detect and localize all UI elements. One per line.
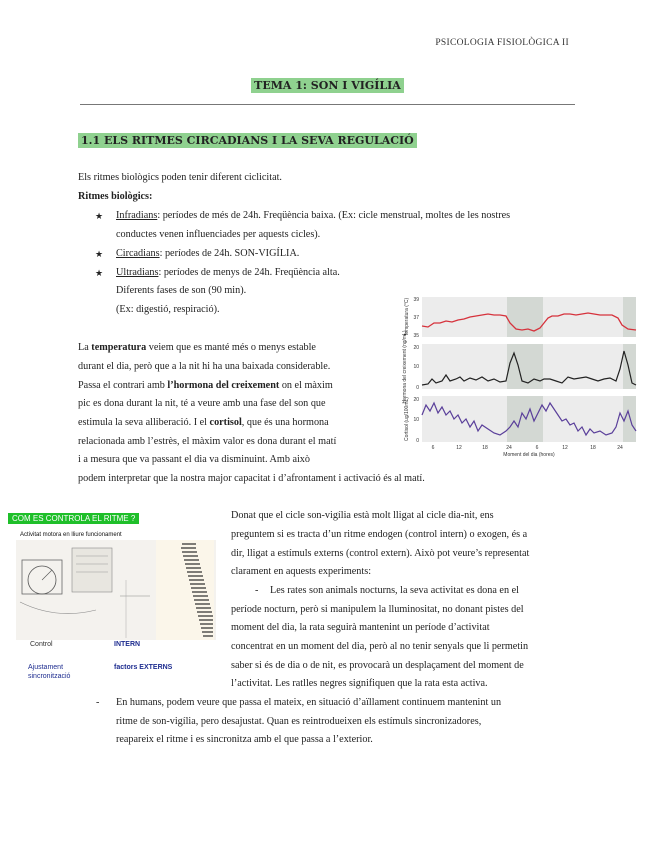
term-circadians: Circadians	[116, 248, 160, 259]
infradians-line2: conductes venen influenciades per aquests cicles).	[116, 229, 321, 240]
temp-tick: 37	[413, 315, 419, 321]
page-title-text: TEMA 1: SON I VIGÍLIA	[251, 78, 404, 93]
infradians-line1: : períodes de més de 24h. Freqüència baixa. (Ex: cicle menstrual, moltes de les nostres	[157, 210, 511, 221]
item1-line6: l’activitat. Les ratlles negres signifiquen que la rata esta activa.	[231, 678, 488, 689]
section-heading	[78, 134, 417, 147]
intro-text: Els ritmes biològics poden tenir diferent ciclicitat.	[78, 172, 282, 183]
x-tick: 6	[431, 445, 435, 451]
star-bullet-icon: ★	[95, 268, 104, 278]
item2-line2: ritme de son-vigília, pero desajustat. Quan es reintrodueixen els estímuls sincronizadores,	[116, 716, 482, 727]
rhythms-heading: Ritmes biològics:	[78, 191, 153, 202]
night-band	[623, 297, 636, 337]
term-hormona: l’hormona del creixement	[167, 380, 280, 391]
para2-line1	[78, 339, 316, 358]
cortisol-tick: 0	[416, 438, 419, 444]
star-bullet-icon: ★	[95, 211, 104, 221]
title-divider	[80, 104, 575, 105]
night-band	[507, 297, 543, 337]
course-header: PSICOLOGIA FISIOLÒGICA II	[435, 38, 569, 48]
para2-l3c: on el màxim	[279, 380, 333, 391]
night-band	[623, 344, 636, 389]
dash-bullet: -	[255, 585, 259, 596]
label-sync: sincronització	[28, 673, 71, 680]
figure-caption: Activitat motora en lliure funcionament	[20, 532, 122, 538]
circadian-chart	[388, 293, 640, 460]
bullet-ultradians	[95, 264, 103, 284]
x-tick: 18	[590, 445, 596, 451]
gh-tick: 20	[413, 345, 419, 351]
label-control: Control	[30, 641, 53, 648]
figure-banner: COM ES CONTROLA EL RITME ?	[8, 513, 139, 524]
para3-line1: Donat que el cicle son-vigília està molt lligat al cicle dia-nit, ens	[231, 510, 494, 521]
ultradians-line2: Diferents fases de son (90 min).	[116, 285, 247, 296]
label-adjust: Ajustament	[28, 664, 64, 671]
bullet-infradians	[95, 207, 103, 227]
bullet-ultradians-text	[116, 264, 340, 283]
ultradians-line1: : períodes de menys de 24h. Freqüència alta.	[158, 267, 340, 278]
night-band	[507, 396, 543, 442]
actogram	[156, 540, 214, 640]
dash-bullet: -	[96, 697, 100, 708]
x-tick: 24	[506, 445, 512, 451]
term-infradians: Infradians	[116, 210, 158, 221]
para3-line2: preguntem si es tracta d’un ritme endogen (control intern) o exogen, és a	[231, 529, 528, 540]
para2-line4: pic es dona durant la nit, té a veure amb una fase del son que	[78, 398, 326, 409]
bullet-circadians	[95, 245, 103, 265]
item1-line1: Les rates son animals nocturns, la seva activitat es dona en el	[270, 585, 519, 596]
x-tick: 24	[617, 445, 623, 451]
para2-line3	[78, 377, 333, 396]
bullet-infradians-text	[116, 207, 586, 226]
recorder-icon	[72, 548, 112, 592]
cortisol-ylabel: Cortisol (ug/100mL)	[404, 397, 410, 441]
cortisol-tick: 20	[413, 397, 419, 403]
term-temperatura: temperatura	[91, 342, 147, 353]
x-tick: 18	[482, 445, 488, 451]
gh-tick: 10	[413, 364, 419, 370]
x-tick: 12	[562, 445, 568, 451]
x-axis-label: Moment del dia (hores)	[503, 452, 555, 458]
para2-l3a: Passa el contrari amb	[78, 380, 168, 391]
rat-experiment-diagram	[16, 540, 216, 640]
temp-tick: 35	[413, 333, 419, 339]
cortisol-tick: 10	[413, 417, 419, 423]
star-bullet-icon: ★	[95, 249, 104, 259]
para3-line3: dir, lligat a estímuls externs (control extern). Això pot veure’s representat	[231, 548, 530, 559]
item2-line3: reapareix el ritme i es sincronitza amb el que passa a l’exterior.	[116, 734, 373, 745]
temp-tick: 39	[413, 297, 419, 303]
para2-line2: durant el dia, però que a la nit hi ha una baixada considerable.	[78, 361, 331, 372]
item1-line5: saber si és de dia o de nit, es provocarà un desplaçament del moment de	[231, 660, 524, 671]
page-title	[0, 79, 655, 92]
rhythm-control-figure	[6, 510, 226, 686]
item1-line2: període nocturn, però si manipulem la lluminositat, no donant pistes del	[231, 604, 524, 615]
para2-line6: relacionada amb l’estrès, el màxim valor es dona durant el matí	[78, 436, 337, 447]
term-ultradians: Ultradians	[116, 267, 159, 278]
section-heading-text: 1.1 ELS RITMES CIRCADIANS I LA SEVA REGULACIÓ	[78, 133, 417, 148]
para2-line8: podem interpretar que la nostra major capacitat i d’afrontament i activació és al matí.	[78, 473, 425, 484]
para2-l5a: estimula la seva alliberació. I el	[78, 417, 210, 428]
bullet-circadians-text	[116, 245, 299, 264]
item1-line4: concentrat en un moment del dia, però al no tenir senyals que li permetin	[231, 641, 529, 652]
para3-line4: clarament en aquests experiments:	[231, 566, 372, 577]
para2-line5	[78, 414, 329, 433]
item1-line3: moment del dia, la rata seguirà mantenint un període d’activitat	[231, 622, 490, 633]
x-tick: 6	[535, 445, 539, 451]
ultradians-line3: (Ex: digestió, respiració).	[116, 304, 220, 315]
x-ticks	[432, 445, 623, 451]
label-intern: INTERN	[114, 641, 141, 648]
para2-line7: i a mesura que va passant el dia va disminuint. Amb això	[78, 454, 310, 465]
gh-tick: 0	[416, 385, 419, 391]
gh-ylabel: Hormona del creixement (ng/mL)	[402, 330, 408, 404]
para2-l5c: , que és una hormona	[241, 417, 329, 428]
para2-l1c: veiem que es manté més o menys estable	[146, 342, 316, 353]
circadians-line1: : períodes de 24h. SON-VIGÍLIA.	[159, 248, 300, 259]
item2-line1: En humans, podem veure que passa el mateix, en situació d’aïllament continuem mantenint un	[116, 697, 502, 708]
label-externs: factors EXTERNS	[114, 664, 173, 671]
para2-l1a: La	[78, 342, 92, 353]
term-cortisol: cortisol	[209, 417, 242, 428]
x-tick: 12	[456, 445, 462, 451]
temp-ylabel: Temperatura (°C)	[404, 297, 410, 337]
